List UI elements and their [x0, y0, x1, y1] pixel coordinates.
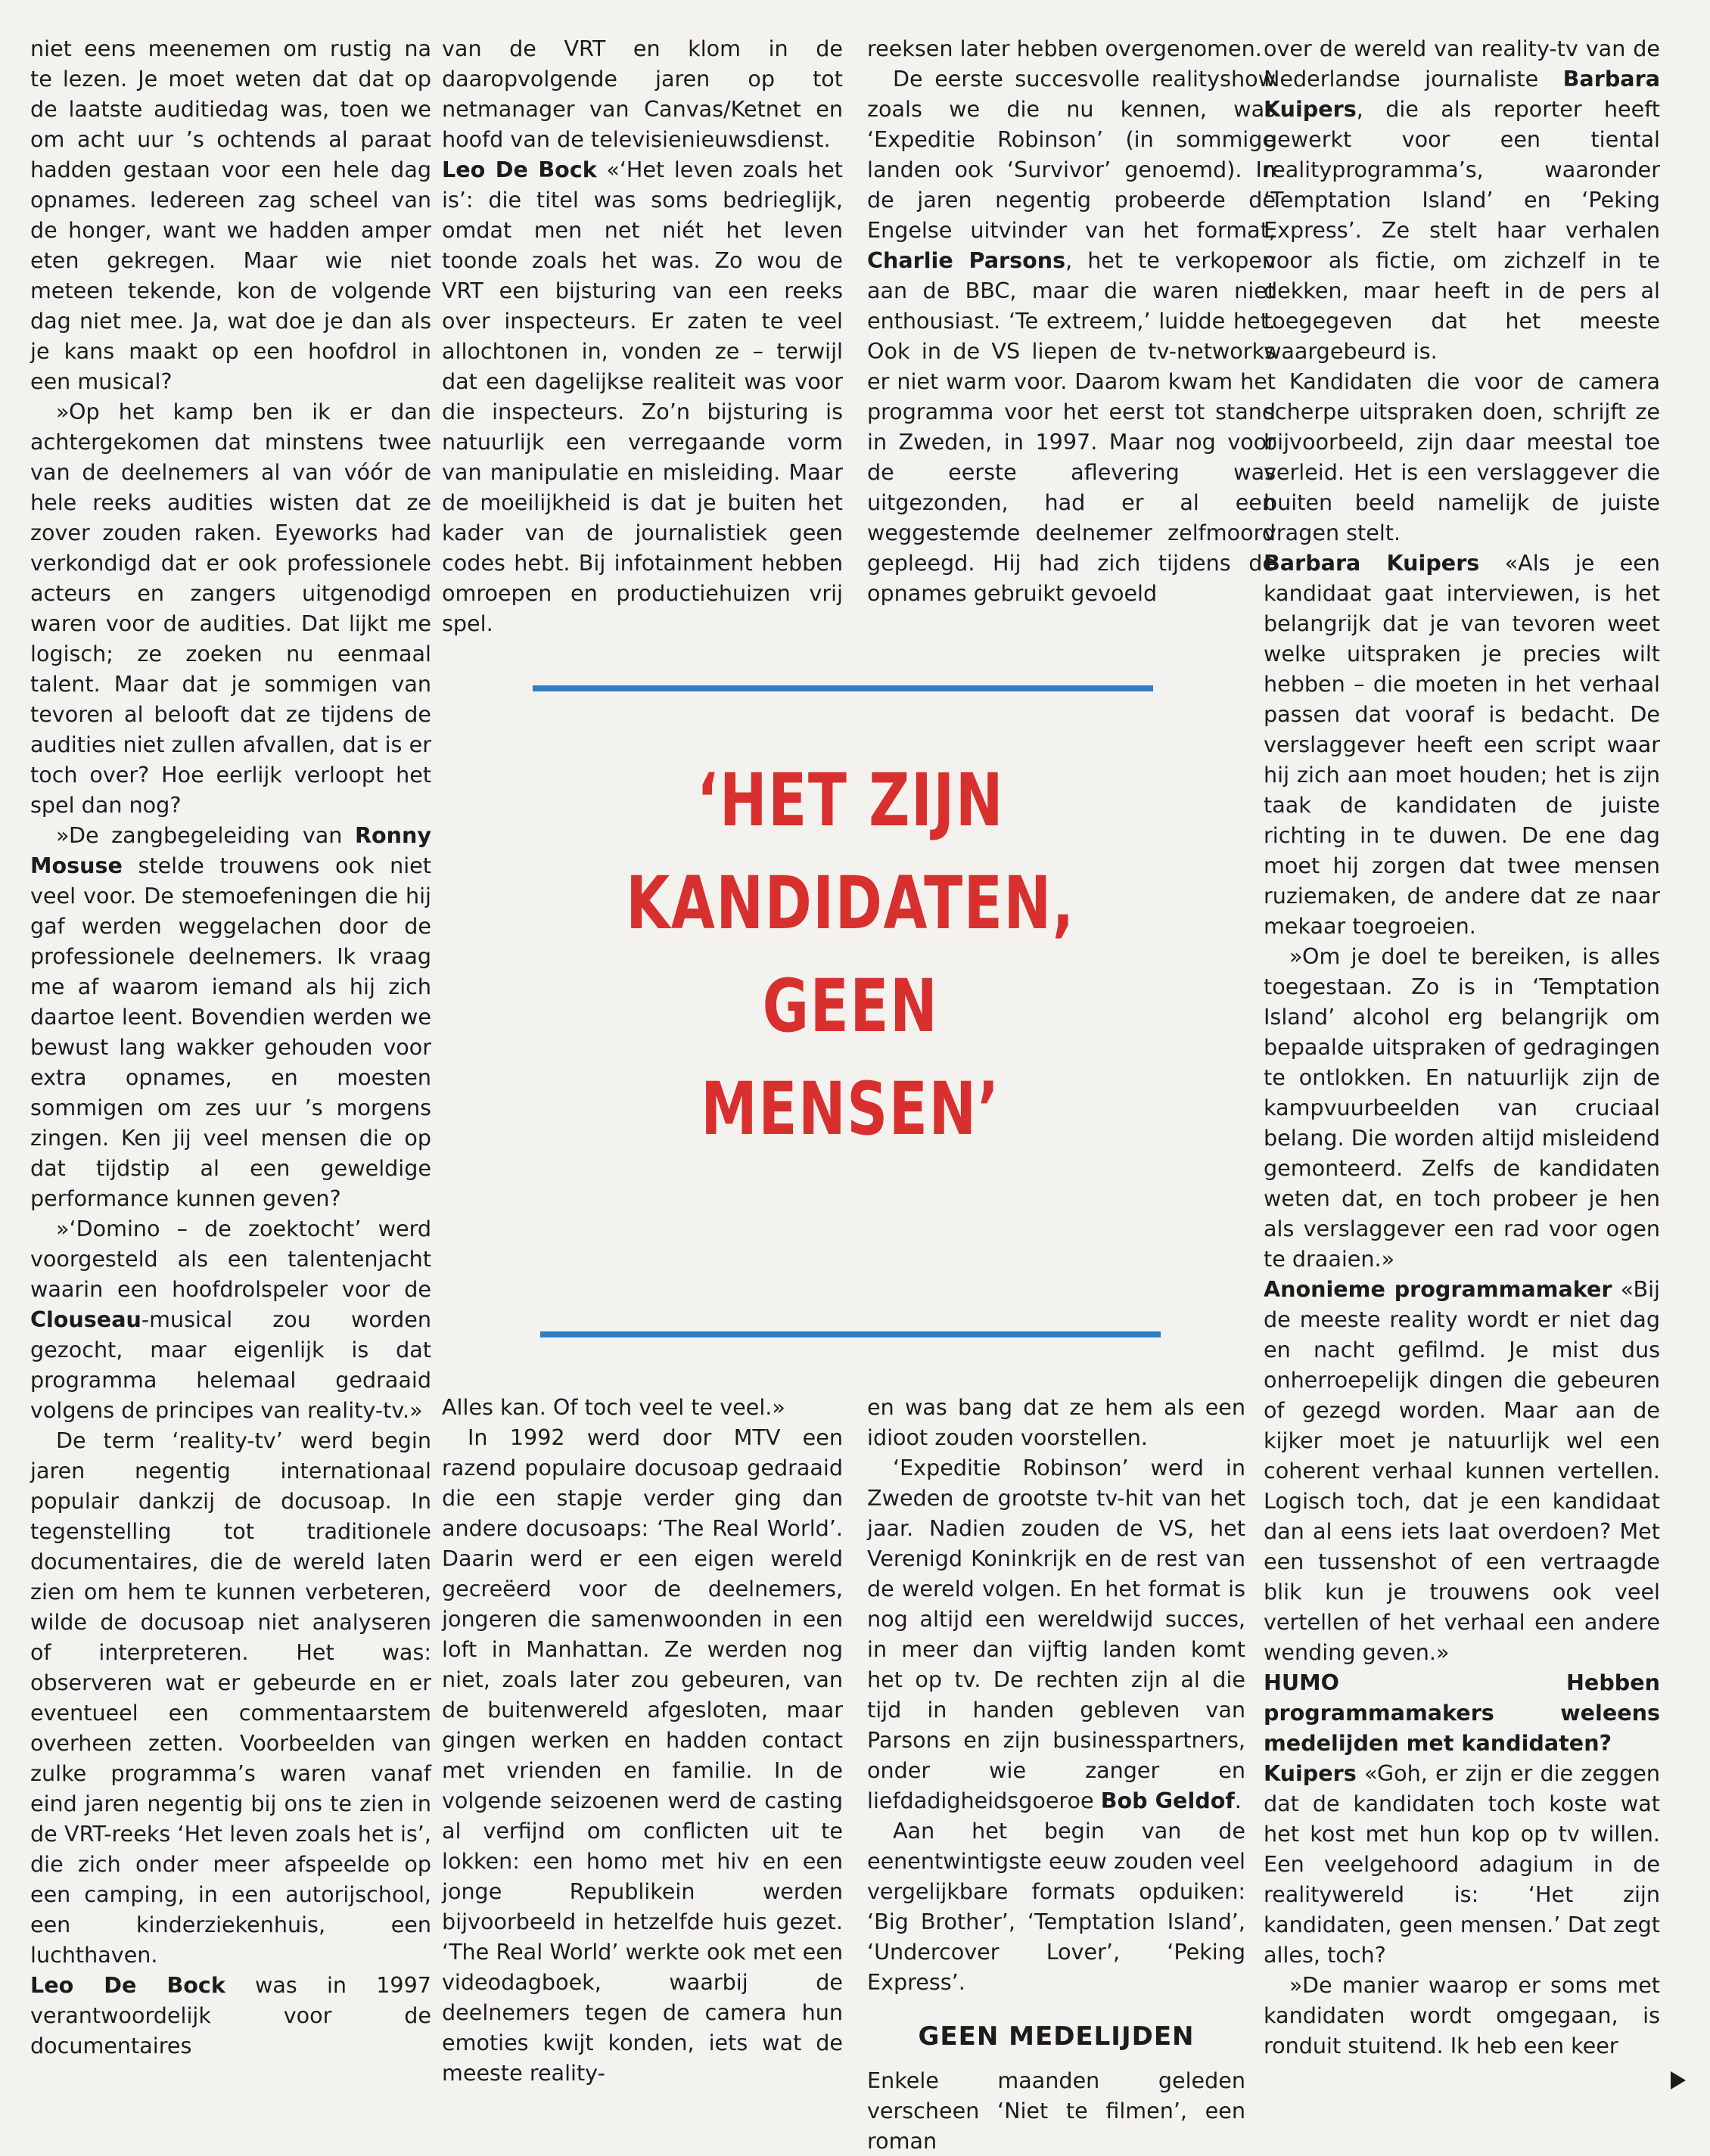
column-2-bottom: [442, 1392, 843, 2088]
paragraph-text: , het te verkopen aan de BBC, maar die waren niet enthousiast. ‘Te extreem,’ luidde het. Ook in de VS liepen de tv-networks er niet warm voor. Daarom kwam het programma voor het eerst tot stand in Zweden, in 1997. Maar nog voor de eerste aflevering was uitgezonden, had er al een weggestemde deelnemer zelfmoord gepleegd. Hij had zich tijdens de opnames gebruikt gevoeld: [867, 247, 1276, 606]
paragraph: [442, 154, 843, 638]
paragraph-text: over de wereld van reality-tv van de Nederlandse journaliste: [1264, 36, 1660, 92]
bold-name: Kuipers: [1264, 1760, 1357, 1786]
pull-quote-top-rule: [533, 685, 1153, 691]
bold-name: Ronny Mosuse: [30, 822, 431, 878]
pull-quote-bottom-rule: [540, 1331, 1161, 1337]
column-4: [1264, 33, 1660, 2061]
paragraph-text: .: [1234, 1788, 1242, 1813]
column-3-top: [867, 33, 1276, 608]
paragraph-text: Alles kan. Of toch veel te veel.»: [442, 1394, 785, 1420]
paragraph: [1264, 1274, 1660, 1667]
paragraph-text: »Om je doel te bereiken, is alles toegestaan. Zo is in ‘Temptation Island’ alcohol erg belangrijk om bepaalde uitspraken of gedragingen te ontlokken. En natuurlijk zijn de kampvuurbeelden van cruciaal belang. Die worden altijd misleidend gemonteerd. Zelfs de kandidaten weten dat, en toch probeer je hen als verslaggever een rad voor ogen te draaien.»: [1264, 943, 1660, 1272]
bold-name: Bob Geldof: [1100, 1788, 1235, 1813]
bold-name: Clouseau: [30, 1306, 141, 1332]
paragraph: [867, 64, 1276, 608]
paragraph-text: »De manier waarop er soms met kandidaten wordt omgegaan, is ronduit stuitend. Ik heb een keer: [1264, 1972, 1660, 2058]
bold-name: Charlie Parsons: [867, 247, 1066, 273]
paragraph: [1264, 1758, 1660, 1970]
paragraph-text: was in 1997 verantwoordelijk voor de documentaires: [30, 1972, 431, 2058]
paragraph: [1264, 941, 1660, 1274]
pull-quote-line-2: KANDIDATEN,: [626, 861, 1075, 946]
paragraph: [442, 1422, 843, 2088]
paragraph: [1264, 1667, 1660, 1758]
paragraph-text: ‘Expeditie Robinson’ werd in Zweden de grootste tv-hit van het jaar. Nadien zouden de VS, het Verenigd Koninkrijk en de rest van de wereld volgen. En het format is nog altijd een wereldwijd succes, in meer dan vijftig landen komt het op tv. De rechten zijn al die tijd in handen gebleven van Parsons en zijn businesspartners, onder wie zanger en liefdadigheidsgoeroe: [867, 1455, 1245, 1813]
paragraph-text: De term ‘reality-tv’ werd begin jaren negentig internationaal populair dankzij de docusoap. In tegenstelling tot traditionele documentaires, die de wereld laten zien om hem te kunnen verbeteren, wilde de docusoap niet analyseren of interpreteren. Het was: observeren wat er gebeurde en er eventueel een commentaarstem overheen zetten. Voorbeelden van zulke programma’s waren vanaf eind jaren negentig bij ons te zien in de VRT-reeks ‘Het leven zoals het is’, die zich onder meer afspeelde op een camping, in een autorijschool, een kinderziekenhuis, een luchthaven.: [30, 1427, 431, 1968]
paragraph-text: stelde trouwens ook niet veel voor. De stemoefeningen die hij gaf werden weggelachen door de professionele deelnemers. Ik vraag me af waarom iemand als hij zich daartoe leent. Bovendien werden we bewust lang wakker gehouden voor extra opnames, en moesten sommigen om zes uur ’s morgens zingen. Ken jij veel mensen die op dat tijdstip al een geweldige performance kunnen geven?: [30, 853, 431, 1211]
bold-name: HUMO Hebben programmamakers weleens medelijden met kandidaten?: [1264, 1670, 1660, 1756]
paragraph-text: Kandidaten die voor de camera scherpe uitspraken doen, schrijft ze bijvoorbeeld, zijn daar meestal toe verleid. Het is een verslaggever die buiten beeld namelijk de juiste vragen stelt.: [1264, 368, 1660, 545]
paragraph-text: »De zangbegeleiding van: [56, 822, 355, 848]
pull-quote-line-4: MENSEN’: [701, 1067, 1000, 1151]
paragraph: [30, 1425, 431, 1970]
bold-name: Anonieme programmamaker: [1264, 1276, 1612, 1302]
paragraph-text: , die als reporter heeft gewerkt voor een tiental realityprogramma’s, waaronder ‘Temptation Island’ en ‘Peking Express’. Ze stelt haar verhalen voor als fictie, om zichzelf in te dekken, maar heeft in de pers al toegegeven dat het meeste waargebeurd is.: [1264, 96, 1660, 364]
paragraph: [442, 33, 843, 154]
paragraph-text: «‘Het leven zoals het is’: die titel was soms bedrieglijk, omdat men net niét het leven toonde zoals het was. Zo wou de VRT een bijsturing van een reeks over inspecteurs. Er zaten te veel allochtonen in, vonden ze – terwijl dat een dagelijkse realiteit was voor die inspecteurs. Zo’n bijsturing is natuurlijk een verregaande vorm van manipulatie en misleiding. Maar de moeilijkheid is dat je buiten het kader van de journalistiek geen codes hebt. Bij infotainment hebben omroepen en productiehuizen vrij spel.: [442, 157, 843, 636]
paragraph-text: In 1992 werd door MTV een razend populaire docusoap gedraaid die een stapje verder ging dan andere docusoaps: ‘The Real World’. Daarin werd er een eigen wereld gecreëerd voor de deelnemers, jongeren die samenwoonden in een loft in Manhattan. Ze werden nog niet, zoals later zou gebeuren, van de buitenwereld afgesloten, maar gingen werken en hadden contact met vrienden en familie. In de volgende seizoenen werd de casting al verfijnd om conflicten uit te lokken: een homo met hiv en een jonge Republikein werden bijvoorbeeld in hetzelfde huis gezet. ‘The Real World’ werkte ook met een videodagboek, waarbij de deelnemers tegen de camera hun emoties kwijt konden, iets wat de meeste reality-: [442, 1424, 843, 2086]
paragraph: [867, 1816, 1245, 1997]
bold-name: Leo De Bock: [30, 1972, 225, 1998]
paragraph-text: van de VRT en klom in de daaropvolgende jaren op tot netmanager van Canvas/Ketnet en hoofd van de televisienieuwsdienst.: [442, 36, 843, 152]
paragraph: [1264, 548, 1660, 941]
bold-name: Barbara Kuipers: [1264, 550, 1480, 576]
paragraph: [30, 33, 431, 396]
paragraph: Enkele maanden geleden verscheen ‘Niet te filmen’, een roman: [867, 2067, 1245, 2154]
pull-quote: [532, 749, 1169, 1160]
column-3-bottom: [867, 1392, 1245, 2156]
paragraph-text: Aan het begin van de eenentwintigste eeuw zouden veel vergelijkbare formats opduiken: ‘Big Brother’, ‘Temptation Island’, ‘Undercover Lover’, ‘Peking Express’.: [867, 1818, 1245, 1995]
paragraph: [1264, 1970, 1660, 2061]
paragraph-text: «Als je een kandidaat gaat interviewen, is het belangrijk dat je van tevoren weet welke uitspraken je precies wilt hebben – die moeten in het verhaal passen dat vooraf is bedacht. De verslaggever heeft een script waar hij zich aan moet houden; het is zijn taak de kandidaten de juiste richting in te duwen. De ene dag moet hij zorgen dat twee mensen ruziemaken, de andere dat ze naar mekaar toegroeien.: [1264, 550, 1660, 939]
paragraph: [867, 1452, 1245, 1816]
paragraph-text: reeksen later hebben overgenomen.: [867, 36, 1262, 61]
bold-name: Barbara Kuipers: [1264, 66, 1660, 122]
paragraph-text: -musical zou worden gezocht, maar eigenlijk is dat programma helemaal gedraaid volgens de principes van reality-tv.»: [30, 1306, 431, 1423]
triangle-right-icon: [1671, 2071, 1686, 2089]
paragraph-text: «Goh, er zijn er die zeggen dat de kandidaten toch koste wat het kost met hun kop op tv willen. Een veelgehoord adagium in de realitywereld is: ‘Het zijn kandidaten, geen mensen.’ Dat zegt alles, toch?: [1264, 1760, 1660, 1968]
paragraph: [867, 1392, 1245, 1452]
paragraph: [1264, 366, 1660, 548]
column-2-top: [442, 33, 843, 638]
paragraph-text: «Bij de meeste reality wordt er niet dag en nacht gefilmd. Je mist dus onherroepelijk dingen die gebeuren of gezegd worden. Maar aan de kijker moet je natuurlijk wel een coherent verhaal kunnen vertellen. Logisch toch, dat je een kandidaat dan al eens iets laat overdoen? Met een tussenshot of een vertraagde blik kun je trouwens ook veel vertellen of het verhaal een andere wending geven.»: [1264, 1276, 1660, 1665]
paragraph-text: De eerste succesvolle realityshow zoals we die nu kennen, was ‘Expeditie Robinson’ (in sommige landen ook ‘Survivor’ genoemd). In de jaren negentig probeerde de Engelse uitvinder van het format,: [867, 66, 1276, 243]
paragraph: [30, 1213, 431, 1425]
pull-quote-line-1: ‘HET ZIJN: [696, 758, 1005, 843]
bold-name: Leo De Bock: [442, 157, 597, 182]
paragraph-text: »‘Domino – de zoektocht’ werd voorgesteld als een talentenjacht waarin een hoofdrolspeler voor de: [30, 1216, 431, 1302]
paragraph: [442, 1392, 843, 1422]
paragraph: [30, 1970, 431, 2061]
paragraph: [30, 820, 431, 1213]
paragraph: [867, 33, 1276, 64]
paragraph: [1264, 33, 1660, 366]
column-1: [30, 33, 431, 2061]
paragraph-text: »Op het kamp ben ik er dan achtergekomen dat minstens twee van de deelnemers al van vóór de hele reeks audities wisten dat ze zover zouden raken. Eyeworks had verkondigd dat er ook professionele acteurs en zangers uitgenodigd waren voor de audities. Dat lijkt me logisch; ze zoeken nu eenmaal talent. Maar dat je sommigen van tevoren al belooft dat ze tijdens de audities niet zullen afvallen, dat is er toch over? Hoe eerlijk verloopt het spel dan nog?: [30, 399, 431, 818]
paragraph: [30, 396, 431, 820]
paragraph-text: niet eens meenemen om rustig na te lezen. Je moet weten dat dat op de laatste auditiedag was, toen we om acht uur ’s ochtends al paraat hadden gestaan voor een hele dag opnames. Iedereen zag scheel van de honger, want we hadden amper eten gekregen. Maar wie niet meteen tekende, kon de volgende dag niet mee. Ja, wat doe je dan als je kans maakt op een hoofdrol in een musical?: [30, 36, 431, 394]
paragraph-text: en was bang dat ze hem als een idioot zouden voorstellen.: [867, 1394, 1245, 1450]
top-crop-strip: [0, 0, 1710, 17]
section-subheading: GEEN MEDELIJDEN: [918, 2021, 1195, 2052]
pull-quote-line-3: GEEN: [762, 964, 939, 1048]
